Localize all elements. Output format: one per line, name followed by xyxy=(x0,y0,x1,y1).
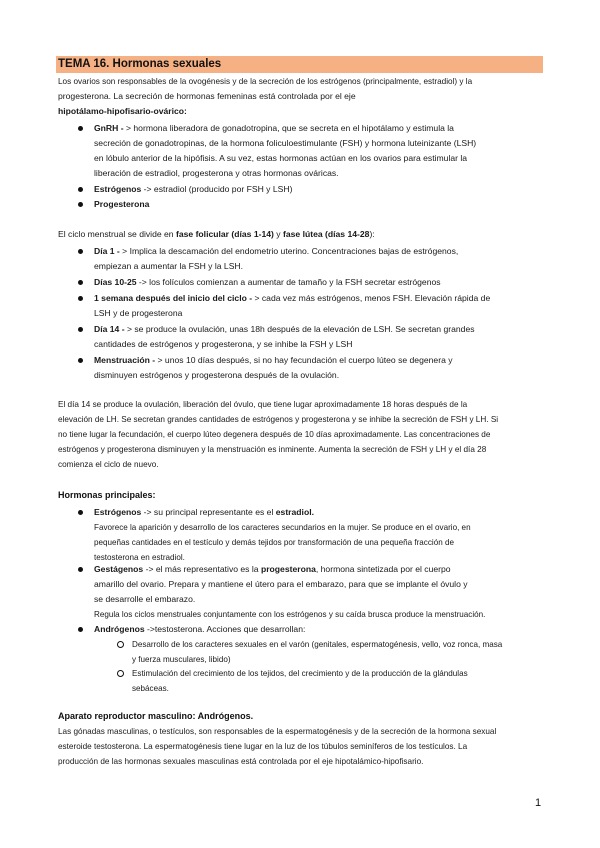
text: -> los folículos comienzan a aumentar de tamaño y la FSH secretar estrógenos xyxy=(136,277,441,287)
term: Progesterona xyxy=(94,199,150,209)
text: y fuerza musculares, libido) xyxy=(132,655,231,664)
bullet-icon xyxy=(78,296,83,301)
male-text-line: producción de las hormonas sexuales masculinas está controlada por el eje hipotalámico-hipofisario. xyxy=(58,757,424,766)
bullet-icon xyxy=(78,567,83,572)
text: disminuyen estrógenos y progesterona después de la ovulación. xyxy=(94,370,340,380)
summary-line: estrógenos y progesterona disminuyen y la menstruación es inminente. Aumenta la secreción de FSH y LH y el día 28 xyxy=(58,445,487,454)
term: Día 14 - xyxy=(94,324,125,334)
bullet-icon xyxy=(78,249,83,254)
term: Días 10-25 xyxy=(94,277,137,287)
term: Gestágenos xyxy=(94,564,144,574)
text: Regula los ciclos menstruales conjuntamente con los estrógenos y su caída brusca produce la menstruación. xyxy=(94,610,486,619)
term: Andrógenos xyxy=(94,624,145,634)
text: > Implica la descamación del endometrio uterino. Concentraciones bajas de estrógenos, xyxy=(119,246,459,256)
bullet-icon xyxy=(78,510,83,515)
term: 1 semana después del inicio del ciclo - xyxy=(94,293,253,303)
circle-bullet-icon xyxy=(117,641,124,648)
text: Desarrollo de los caracteres sexuales en el varón (genitales, espermatogénesis, vello, voz ronca, masa xyxy=(132,640,503,649)
term: Estrógenos xyxy=(94,507,142,517)
text: secreción de gonadotropinas, de la hormona foliculoestimulante (FSH) y hormona luteinizante (LSH) xyxy=(94,138,477,148)
text: testosterona en estradiol. xyxy=(94,553,185,562)
text: sebáceas. xyxy=(132,684,169,693)
page-number: 1 xyxy=(535,797,542,809)
text: se desarrolle el embarazo. xyxy=(94,594,196,604)
text: liberación de estradiol, progesterona y otras hormonas ováricas. xyxy=(94,168,339,178)
term: Estrógenos xyxy=(94,184,142,194)
cycle-intro: El ciclo menstrual se divide en fase folicular (días 1-14) y fase lútea (días 14-28): xyxy=(58,229,375,239)
section-heading: Hormonas principales: xyxy=(58,490,156,500)
text: > se produce la ovulación, unas 18h después de la elevación de LSH. Se secretan grandes xyxy=(124,324,475,334)
text: -> estradiol (producido por FSH y LSH) xyxy=(141,184,293,194)
text: Favorece la aparición y desarrollo de los caracteres secundarios en la mujer. Se produce en el ovario, en xyxy=(94,523,471,532)
text: > unos 10 días después, si no hay fecundación el cuerpo lúteo se degenera y xyxy=(155,355,453,365)
term: GnRH - xyxy=(94,123,124,133)
term: Menstruación - xyxy=(94,355,156,365)
bullet-icon xyxy=(78,327,83,332)
text: empiezan a aumentar la FSH y la LSH. xyxy=(94,261,244,271)
bullet-icon xyxy=(78,358,83,363)
male-text-line: Las gónadas masculinas, o testículos, son responsables de la espermatogénesis y de la secreción de la hormona sexual xyxy=(58,727,497,736)
intro-line-2: progesterona. La secreción de hormonas femeninas está controlada por el eje xyxy=(58,91,356,101)
text: en lóbulo anterior de la hipófisis. A su vez, estas hormonas actúan en los ovarios para estimular la xyxy=(94,153,468,163)
summary-line: El día 14 se produce la ovulación, liberación del óvulo, que tiene lugar aproximadamente 18 horas después de la xyxy=(58,400,468,409)
bullet-icon xyxy=(78,187,83,192)
summary-line: no tiene lugar la fecundación, el cuerpo lúteo degenera después de 10 días aproximadamente. Las concentraciones de xyxy=(58,430,491,439)
bullet-icon xyxy=(78,280,83,285)
intro-axis: hipotálamo-hipofisario-ovárico: xyxy=(58,106,187,116)
intro-line-1: Los ovarios son responsables de la ovogénesis y de la secreción de los estrógenos (principalmente, estradiol) y la xyxy=(58,77,473,86)
page-title: TEMA 16. Hormonas sexuales xyxy=(58,58,222,70)
text: Estimulación del crecimiento de los tejidos, del crecimiento y de la producción de la glándulas xyxy=(132,669,468,678)
text: amarillo del ovario. Prepara y mantiene el útero para el embarazo, para que se implante el óvulo y xyxy=(94,579,468,589)
summary-line: elevación de LH. Se secretan grandes cantidades de estrógenos y progesterona y se inhibe la secreción de FSH y LH. Si xyxy=(58,415,499,424)
summary-line: comienza el ciclo de nuevo. xyxy=(58,460,159,469)
circle-bullet-icon xyxy=(117,670,124,677)
section-heading: Aparato reproductor masculino: Andrógenos. xyxy=(58,711,254,721)
bullet-icon xyxy=(78,202,83,207)
text: LSH y de progesterona xyxy=(94,308,183,318)
document-page: TEMA 16. Hormonas sexuales Los ovarios son responsables de la ovogénesis y de la secreción de los estrógenos (principalmente, estradiol) y la progesterona. La secreción de hormonas femeninas está controlada por el eje hipotálamo-hipofisario-ovárico: GnRH - > hormona liberadora de gonadotropina, que se secreta en el hipotálamo y estimula la secreción de gonadotropinas, de la hormona foliculoestimulante (FSH) y hormona luteinizante (LSH) en lóbulo anterior de la hipófisis. A su vez, estas hormonas actúan en los ovarios para estimular la liberación de estradiol, progesterona y otras hormonas ováricas. Estrógenos -> estradiol (producido por FSH y LSH) Progesterona El ciclo menstrual se divide en fase folicular (días 1-14) y fase lútea (días 14-28): Día 1 - > Implica la descamación del endometrio uterino. Concentraciones bajas de estrógenos, empiezan a aumentar la FSH y la LSH. Días 10-25 -> los folículos comienzan a aumentar de tamaño y la FSH secretar estrógenos 1 semana después del inicio del ciclo - > cada vez más estrógenos, menos FSH. Elevación rápida de LSH y de progesterona Día 14 - > se produce la ovulación, unas 18h después de la elevación de LSH. Se secretan grandes cantidades de estrógenos y progesterona, y se inhibe la FSH y LSH Menstruación - > unos 10 días después, si no hay fecundación el cuerpo lúteo se degenera y disminuyen estrógenos y progesterona después de la ovulación. El día 14 se produce la ovulación, liberación del óvulo, que tiene lugar aproximadamente 18 horas después de la elevación de LH. Se secretan grandes cantidades de estrógenos y progesterona y se inhibe la secreción de FSH y LH. Si no tiene lugar la fecundación, el cuerpo lúteo degenera después de 10 días aproximadamente. Las concentraciones de estrógenos y progesterona disminuyen y la menstruación es inminente. Aumenta la secreción de FSH y LH y el día 28 comienza el ciclo de nuevo. Hormonas principales: Estrógenos -> su principal representante es el estradiol. Favorece la aparición y desarrollo de los caracteres secundarios en la mujer. Se produce en el ovario, en pequeñas cantidades en el testículo y demás tejidos por transformación de una pequeña fracción de testosterona en estradiol. Gestágenos -> el más representativo es la progesterona, hormona sintetizada por el cuerpo amarillo del ovario. Prepara y mantiene el útero para el embarazo, para que se implante el óvulo y se desarrolle el embarazo. Regula los ciclos menstruales conjuntamente con los estrógenos y su caída brusca produce la menstruación. Andrógenos ->testosterona. Acciones que desarrollan: Desarrollo de los caracteres sexuales en el varón (genitales, espermatogénesis, vello, voz ronca, masa y fuerza musculares, libido) Estimulación del crecimiento de los tejidos, del crecimiento y de la producción de la glándulas sebáceas. Aparato reproductor masculino: Andrógenos. Las gónadas masculinas, o testículos, son responsables de la espermatogénesis y de la secreción de la hormona sexual esteroide testosterona. La espermatogénesis tiene lugar en la luz de los túbulos seminíferos de los testículos. La producción de las hormonas sexuales masculinas está controlada por el eje hipotalámico-hipofisario. 1 xyxy=(0,0,600,848)
male-text-line: esteroide testosterona. La espermatogénesis tiene lugar en la luz de los túbulos seminíferos de los testículos. La xyxy=(58,742,468,751)
text: > cada vez más estrógenos, menos FSH. Elevación rápida de xyxy=(252,293,491,303)
bullet-icon xyxy=(78,126,83,131)
text: cantidades de estrógenos y progesterona, y se inhibe la FSH y LSH xyxy=(94,339,353,349)
term: Día 1 - xyxy=(94,246,120,256)
bullet-icon xyxy=(78,627,83,632)
text: > hormona liberadora de gonadotropina, que se secreta en el hipotálamo y estimula la xyxy=(123,123,454,133)
text: pequeñas cantidades en el testículo y demás tejidos por transformación de una pequeña fracción de xyxy=(94,538,454,547)
